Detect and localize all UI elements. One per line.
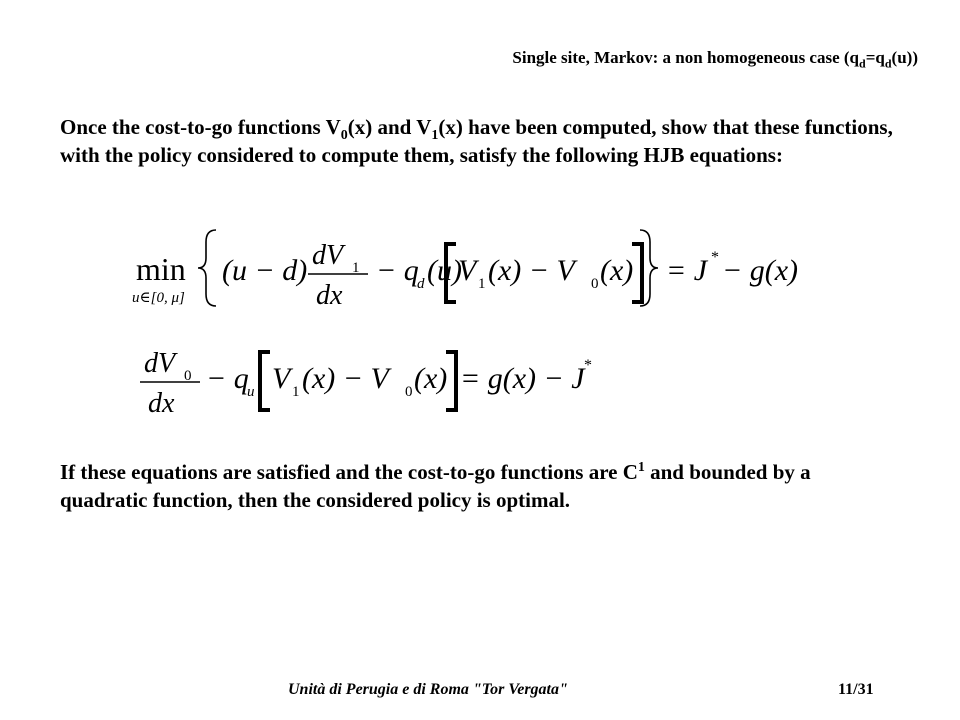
min-operator: min xyxy=(136,251,186,287)
right-bracket-2 xyxy=(446,352,456,410)
u-minus-d: (u − d) xyxy=(222,254,308,287)
footer-institution: Unità di Perugia e di Roma "Tor Vergata" xyxy=(288,681,568,698)
hjb-equation-2 xyxy=(138,336,598,425)
right-bracket-1 xyxy=(632,244,642,302)
minus-q-d: − q xyxy=(376,254,419,287)
v0-sub-2: 0 xyxy=(405,384,413,400)
dv1-sub: 1 xyxy=(352,260,360,276)
q-d-sub: d xyxy=(417,276,425,292)
minus-q-u: − q xyxy=(206,362,249,395)
q-d-arg: (u) xyxy=(427,254,462,287)
v1-sub-2: 1 xyxy=(292,384,300,400)
left-brace xyxy=(198,230,216,306)
q-u-sub: u xyxy=(247,384,255,400)
min-subscript: u∈[0, μ] xyxy=(132,290,185,306)
dx-denominator-1: dx xyxy=(316,280,343,311)
v1-arg-minus-v0-2: (x) − V xyxy=(302,362,389,395)
dv1-numerator: dV xyxy=(312,240,344,271)
dv0-numerator: dV xyxy=(144,348,176,379)
intro-paragraph: Once the cost-to-go functions $V_0(x)$ and $V_1(x)$ have been computed, show that these functions, with the policy considered to compute them, satisfy the following HJB equations: xyxy=(60,115,893,167)
page-number: 11/31 xyxy=(838,681,874,698)
left-bracket-2 xyxy=(260,352,270,410)
dv0-sub: 0 xyxy=(184,368,192,384)
v1-symbol-2: V xyxy=(272,362,291,395)
slide-title: Single site, Markov: a non homogeneous case $(q_d=q_d(u))$ xyxy=(512,48,918,71)
equals-j: = J xyxy=(666,254,708,287)
j-star-2: * xyxy=(584,357,592,374)
v0-arg: (x) xyxy=(600,254,634,287)
hjb-equation-1 xyxy=(118,222,818,319)
v1-symbol: V xyxy=(458,254,477,287)
v0-arg-2: (x) xyxy=(414,362,448,395)
dx-denominator-2: dx xyxy=(148,388,175,419)
equals-g-minus-j: = g(x) − J xyxy=(460,362,585,395)
v0-sub: 0 xyxy=(591,276,599,292)
conclusion-paragraph: If these equations are satisfied and the cost-to-go functions are $C^1$ and bounded by a quadratic function, then the considered policy is optimal. xyxy=(60,460,811,512)
v1-sub: 1 xyxy=(478,276,486,292)
v1-arg-minus-v0: (x) − V xyxy=(488,254,575,287)
minus-g: − g(x) xyxy=(722,254,799,287)
j-star: * xyxy=(711,249,719,266)
